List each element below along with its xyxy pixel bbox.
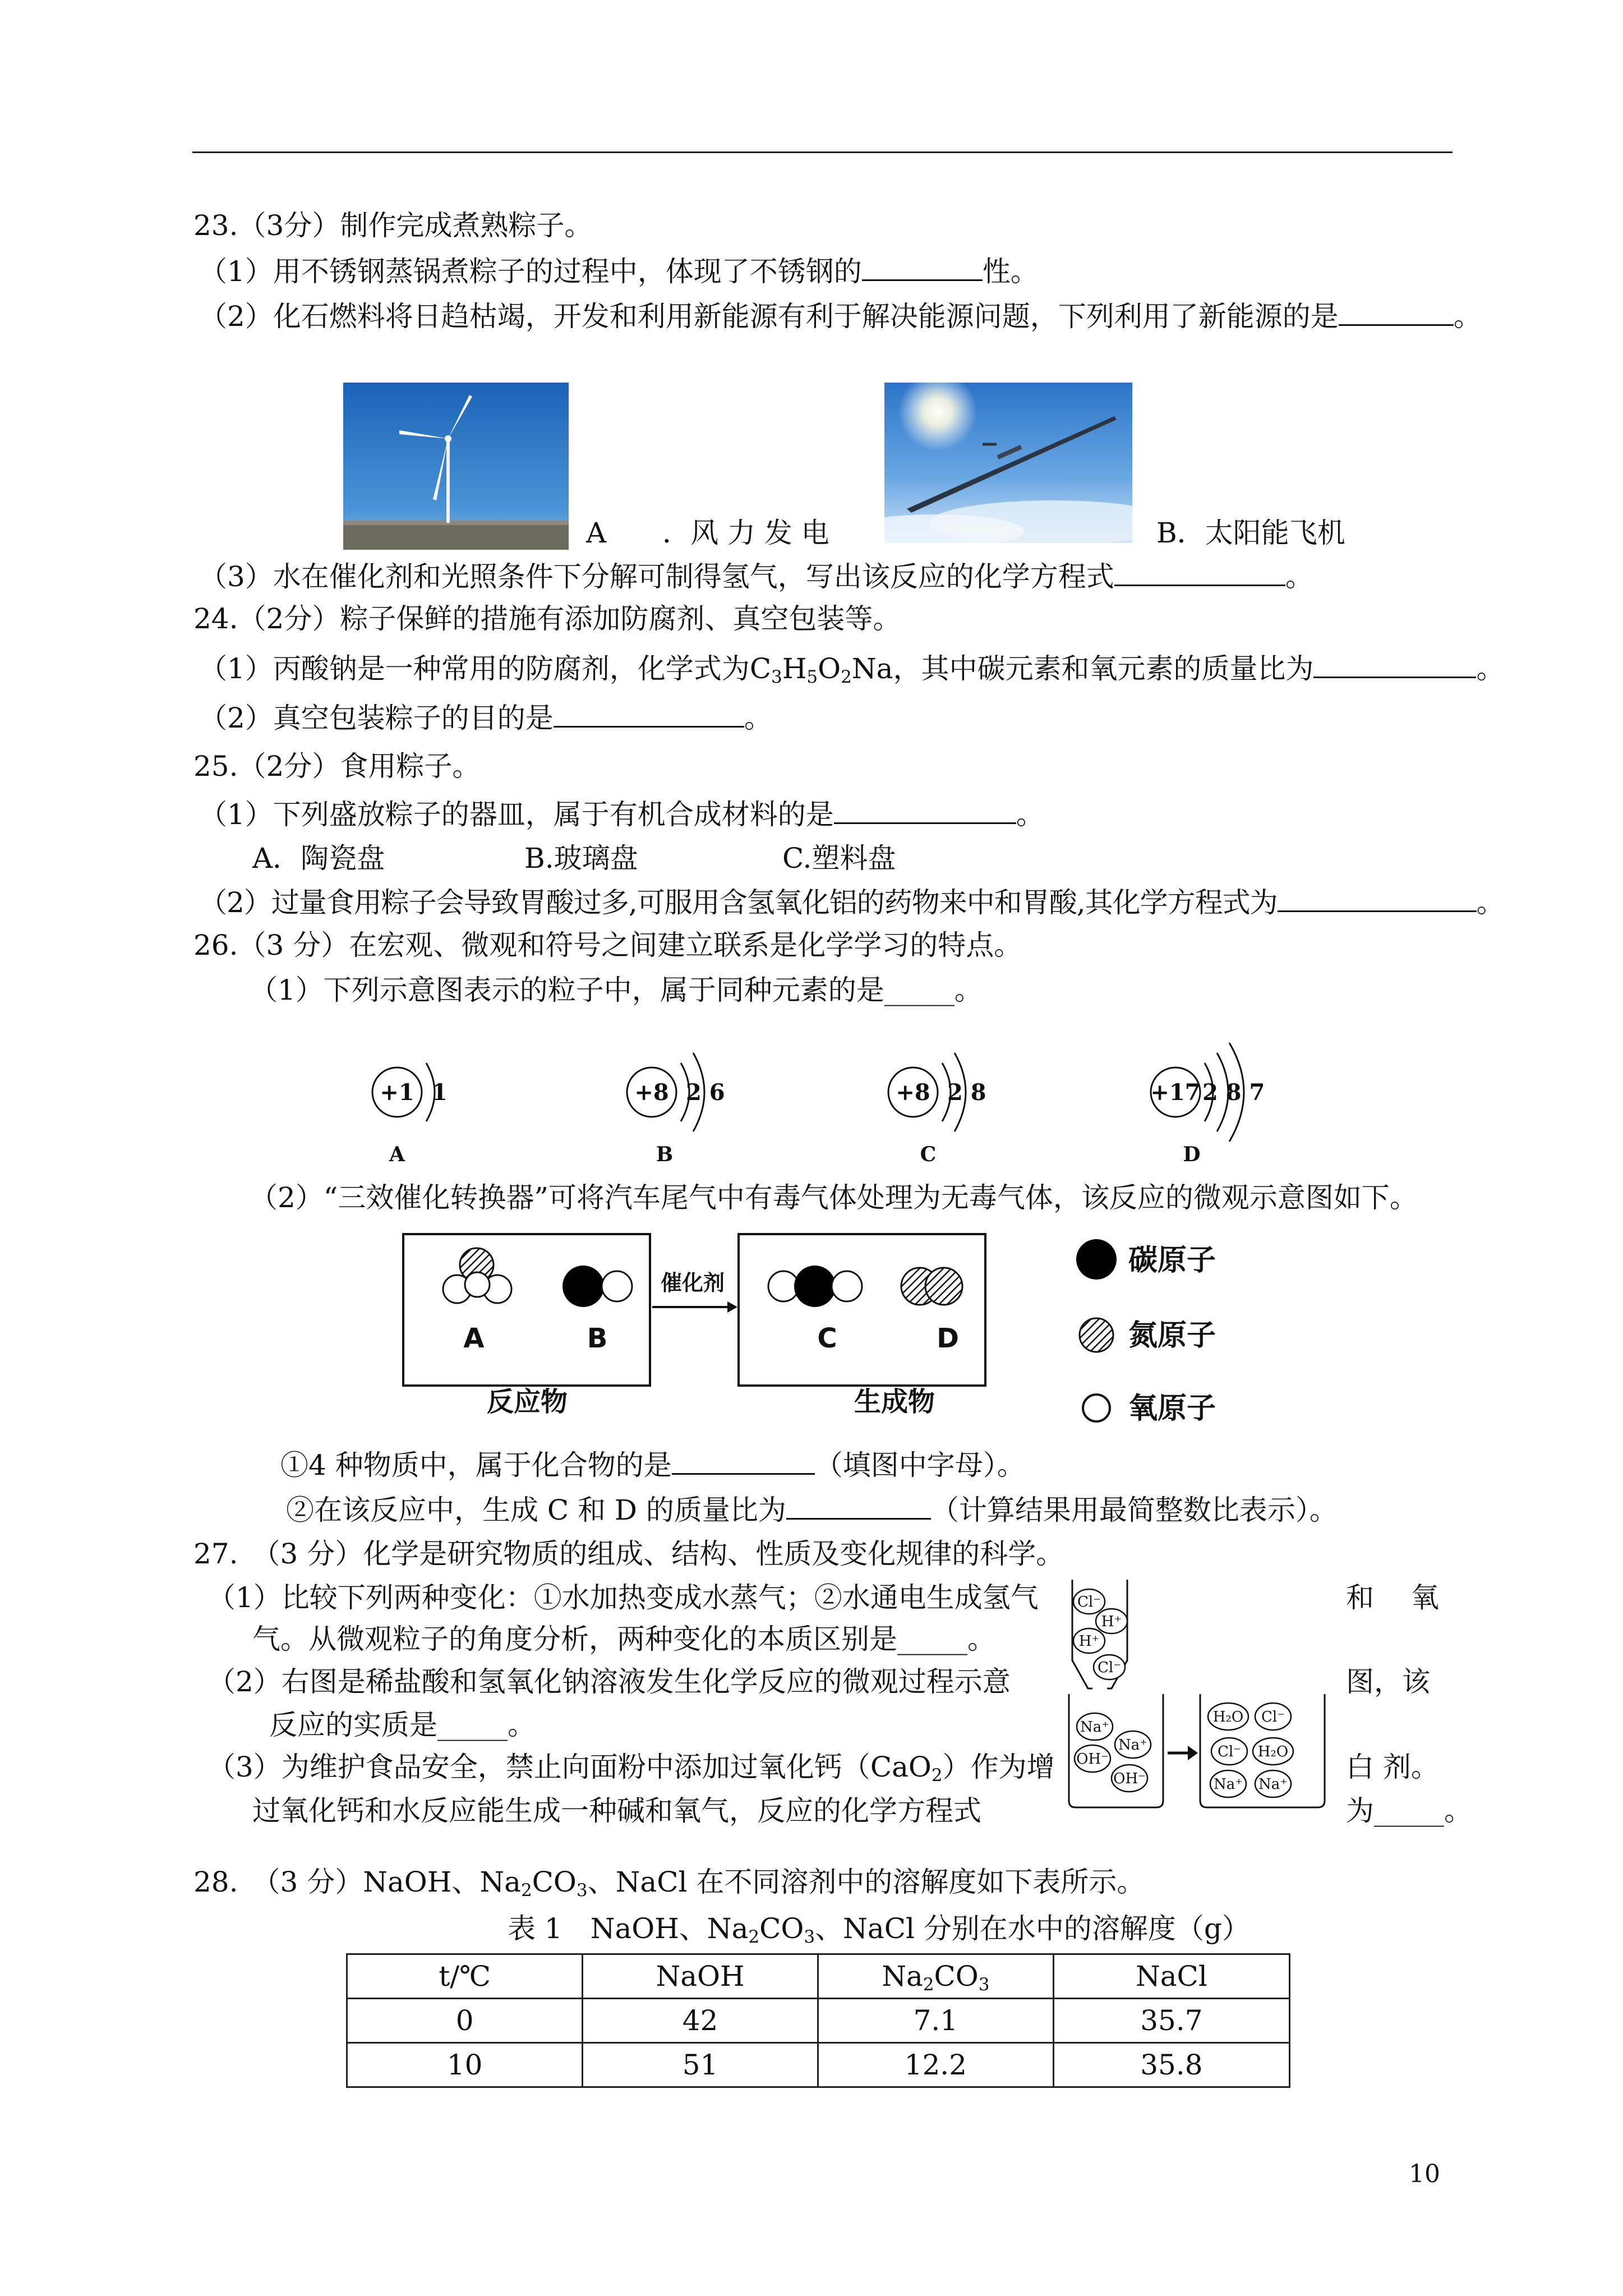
table-header-cell: NaOH [583, 1954, 818, 1999]
svg-text:+8: +8 [896, 1079, 930, 1106]
q23-part2: （2）化石燃料将日趋枯竭，开发和利用新能源有利于解决能源问题，下列利用了新能源的是 。 [199, 298, 1482, 333]
q27-line5: （3）为维护食品安全，禁止向面粉中添加过氧化钙（CaO$_2$）作为增 [208, 1751, 1055, 1786]
q27-line5-right: 白 剂。 [1346, 1751, 1439, 1783]
table-cell: 35.8 [1053, 2043, 1289, 2087]
q25-part2: （2）过量食用粽子会导致胃酸过多,可服用含氢氧化铝的药物来中和胃酸,其化学方程式为 。 [199, 885, 1504, 919]
table-cell: 7.1 [818, 1999, 1053, 2043]
svg-text:H₂O: H₂O [1212, 1709, 1244, 1726]
table-cell: 35.7 [1053, 1999, 1289, 2043]
nitrogen-atom-legend-icon [1080, 1318, 1113, 1352]
answer-blank[interactable] [834, 797, 1016, 824]
answer-blank[interactable] [554, 700, 744, 728]
svg-text:Na⁺: Na⁺ [1080, 1719, 1109, 1736]
q27-line1-right: 和 氧 [1346, 1581, 1439, 1614]
q26-sub1: ①4 种物质中，属于化合物的是 （填图中字母）。 [280, 1447, 1025, 1482]
svg-text:Cl⁻: Cl⁻ [1098, 1659, 1121, 1676]
table-cell: 51 [583, 2043, 818, 2087]
q25-option-a: A．陶瓷盘 [252, 842, 385, 875]
q26-sub2: ②在该反应中，生成 C 和 D 的质量比为 （计算结果用最简整数比表示）。 [286, 1492, 1338, 1527]
table-cell: 42 [583, 1999, 818, 2043]
q26-part1: （1）下列示意图表示的粒子中，属于同种元素的是_____。 [250, 974, 983, 1006]
svg-text:H⁺: H⁺ [1101, 1613, 1122, 1630]
svg-text:B: B [656, 1143, 674, 1166]
solubility-table [346, 1953, 1290, 2088]
answer-blank[interactable] [862, 254, 983, 281]
svg-text:Na⁺: Na⁺ [1214, 1776, 1243, 1793]
svg-text:1: 1 [432, 1079, 448, 1106]
q27-title: 27. （3 分）化学是研究物质的组成、结构、性质及变化规律的科学。 [193, 1538, 1064, 1570]
wind-turbine-image [343, 383, 569, 550]
page-number: 10 [1409, 2160, 1440, 2188]
q24-part2: （2）真空包装粽子的目的是 。 [199, 700, 772, 735]
table-header-cell: t/℃ [347, 1954, 583, 1999]
products-box [739, 1234, 985, 1386]
q26-part2: （2）“三效催化转换器”可将汽车尾气中有毒气体处理为无毒气体，该反应的微观示意图如下。 [250, 1181, 1418, 1214]
q27-line3: （2）右图是稀盐酸和氢氧化钠溶液发生化学反应的微观过程示意 [208, 1665, 1011, 1698]
q27-line2: 气。从微观粒子的角度分析，两种变化的本质区别是_____。 [252, 1623, 995, 1655]
svg-text:Cl⁻: Cl⁻ [1077, 1594, 1101, 1611]
svg-text:Na⁺: Na⁺ [1118, 1737, 1147, 1754]
svg-text:碳原子: 碳原子 [1128, 1244, 1216, 1277]
atom-diagram-a [372, 1063, 448, 1166]
svg-text:H⁺: H⁺ [1078, 1633, 1100, 1650]
carbon-atom-legend-icon [1076, 1239, 1117, 1280]
reactants-box [403, 1234, 650, 1386]
svg-text:氧原子: 氧原子 [1128, 1392, 1216, 1425]
svg-text:C: C [920, 1143, 937, 1166]
q27-line4: 反应的实质是_____。 [269, 1709, 536, 1741]
q25-part1: （1）下列盛放粽子的器皿，属于有机合成材料的是 。 [199, 797, 1044, 831]
svg-text:Cl⁻: Cl⁻ [1261, 1709, 1285, 1726]
table-row [347, 2043, 1290, 2087]
svg-text:OH⁻: OH⁻ [1113, 1770, 1146, 1787]
svg-text:D: D [1183, 1143, 1201, 1166]
option-b-solar-plane: B．太阳能飞机 [1156, 517, 1345, 549]
svg-text:Na⁺: Na⁺ [1258, 1776, 1288, 1793]
svg-text:A: A [389, 1143, 405, 1166]
table-caption: 表 1 NaOH、$Na_2CO_3$、NaCl 分别在水中的溶解度（g） [508, 1912, 1250, 1947]
q24-part1: （1）丙酸钠是一种常用的防腐剂，化学式为$C_3H_5O_2Na$，其中碳元素和氧元素的质量比为 。 [199, 651, 1504, 685]
svg-text:C: C [817, 1323, 837, 1354]
svg-text:Cl⁻: Cl⁻ [1218, 1743, 1241, 1760]
atom-diagram-c [888, 1053, 986, 1166]
q27-line3-right: 图，该 [1346, 1665, 1430, 1698]
table-row [347, 1999, 1290, 2043]
svg-text:+17: +17 [1150, 1079, 1201, 1106]
q26-title: 26.（3 分）在宏观、微观和符号之间建立联系是化学学习的特点。 [193, 929, 1022, 961]
answer-blank[interactable] [1278, 885, 1477, 912]
table-cell: 10 [347, 2043, 583, 2087]
svg-text:OH⁻: OH⁻ [1076, 1751, 1109, 1768]
q25-title: 25.（2分）食用粽子。 [193, 750, 481, 783]
svg-text:2 8: 2 8 [947, 1079, 986, 1106]
svg-text:A: A [463, 1323, 485, 1354]
table-cell: 12.2 [818, 2043, 1053, 2087]
catalytic-reaction-diagram [401, 1223, 1422, 1436]
calcium-peroxide-formula: CaO$_2$ [870, 1751, 943, 1786]
answer-blank[interactable] [786, 1492, 931, 1520]
table-header-row [347, 1954, 1290, 1999]
reactants-label: 反应物 [486, 1386, 568, 1418]
table-cell: 0 [347, 1999, 583, 2043]
answer-blank[interactable] [1339, 298, 1454, 326]
svg-text:+8: +8 [634, 1079, 669, 1106]
answer-blank[interactable] [672, 1447, 815, 1475]
q23-part3: （3）水在催化剂和光照条件下分解可制得氢气，写出该反应的化学方程式 。 [199, 559, 1313, 593]
q23-title: 23.（3分）制作完成煮熟粽子。 [193, 209, 593, 242]
table-header-cell: NaCl [1053, 1954, 1289, 1999]
header-rule [192, 151, 1453, 153]
svg-text:氮原子: 氮原子 [1128, 1319, 1216, 1352]
solar-plane-image [884, 383, 1132, 543]
atom-structure-diagrams [359, 1041, 1279, 1175]
sodium-propionate-formula: $C_3H_5O_2Na$ [749, 652, 893, 687]
q27-line1: （1）比较下列两种变化：①水加热变成水蒸气；②水通电生成氢气 [208, 1581, 1039, 1614]
svg-text:+1: +1 [380, 1079, 414, 1106]
svg-text:D: D [937, 1323, 959, 1354]
q23-part1: （1）用不锈钢蒸锅煮粽子的过程中，体现了不锈钢的 性。 [199, 254, 1039, 288]
atom-diagram-b [627, 1053, 725, 1166]
option-a-wind-power: A ．风 力 发 电 [586, 517, 829, 549]
q25-option-c: C.塑料盘 [782, 842, 896, 875]
products-label: 生成物 [854, 1386, 935, 1418]
neutralization-diagram [1066, 1576, 1329, 1815]
svg-text:H₂O: H₂O [1257, 1743, 1289, 1760]
table-header-cell: $Na_2CO_3$ [818, 1954, 1053, 1999]
atom-diagram-d [1150, 1043, 1265, 1166]
q24-title: 24.（2分）粽子保鲜的措施有添加防腐剂、真空包装等。 [193, 602, 901, 635]
svg-text:2 8 7: 2 8 7 [1202, 1079, 1265, 1106]
answer-blank[interactable] [1313, 651, 1476, 678]
q27-line6: 过氧化钙和水反应能生成一种碱和氧气，反应的化学方程式 [252, 1795, 981, 1827]
q25-option-b: B.玻璃盘 [524, 842, 638, 875]
q27-line6-right: 为_____。 [1346, 1795, 1472, 1827]
svg-text:B: B [587, 1323, 608, 1354]
q28-title: 28. （3 分）NaOH、$Na_2CO_3$、NaCl 在不同溶剂中的溶解度如下表所示。 [193, 1866, 1145, 1901]
answer-blank[interactable] [1114, 559, 1285, 586]
catalyst-label: 催化剂 [660, 1271, 725, 1295]
oxygen-atom-legend-icon [1083, 1395, 1110, 1421]
svg-text:2 6: 2 6 [686, 1079, 725, 1106]
